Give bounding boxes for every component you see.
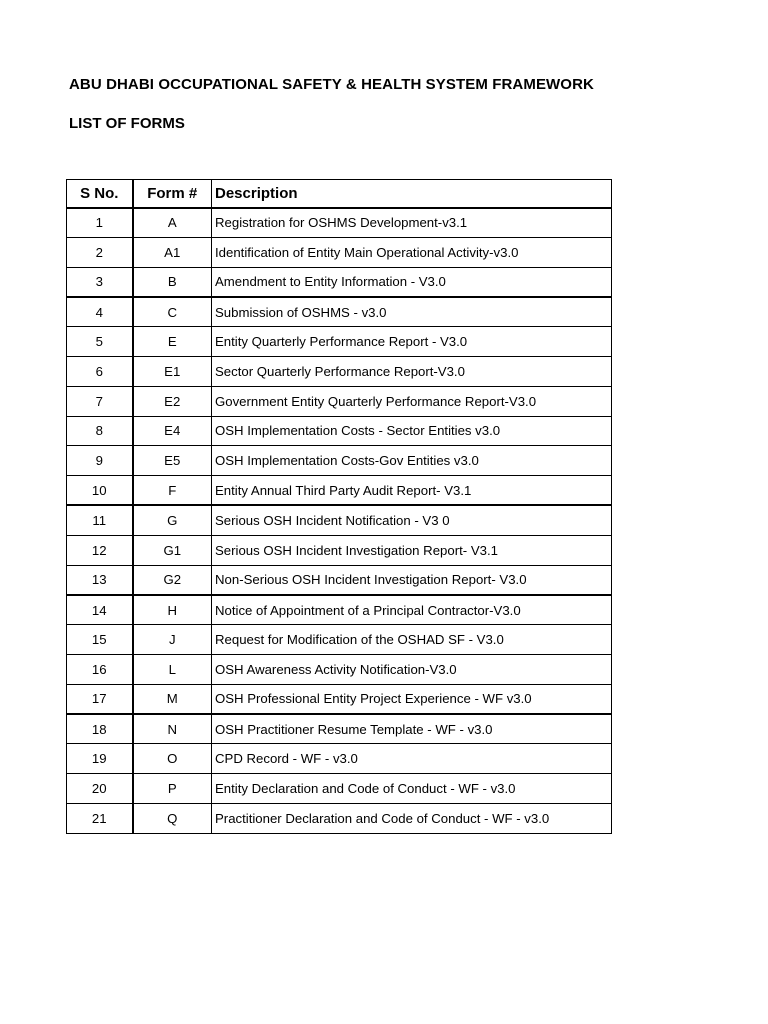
table-row (67, 446, 612, 476)
table-row (67, 416, 612, 446)
cell-description: Practitioner Declaration and Code of Conduct - WF - v3.0 (212, 803, 612, 833)
cell-description: OSH Awareness Activity Notification-V3.0 (212, 654, 612, 684)
cell-form-number: N (133, 714, 212, 744)
table-body (67, 208, 612, 834)
cell-description: Entity Quarterly Performance Report - V3.0 (212, 327, 612, 357)
table-row (67, 386, 612, 416)
cell-sno: 19 (67, 744, 133, 774)
cell-form-number: G (133, 505, 212, 535)
table-row (67, 267, 612, 297)
cell-description: Sector Quarterly Performance Report-V3.0 (212, 356, 612, 386)
table-row (67, 774, 612, 804)
table-row (67, 654, 612, 684)
cell-sno: 5 (67, 327, 133, 357)
cell-description: CPD Record - WF - v3.0 (212, 744, 612, 774)
cell-description: Entity Annual Third Party Audit Report- V3.1 (212, 476, 612, 506)
cell-form-number: E2 (133, 386, 212, 416)
table-row (67, 297, 612, 327)
table-header-row (67, 180, 612, 208)
cell-description: OSH Practitioner Resume Template - WF - v3.0 (212, 714, 612, 744)
cell-sno: 16 (67, 654, 133, 684)
document-title: ABU DHABI OCCUPATIONAL SAFETY & HEALTH SYSTEM FRAMEWORK (69, 76, 594, 93)
cell-sno: 14 (67, 595, 133, 625)
cell-description: Amendment to Entity Information - V3.0 (212, 267, 612, 297)
cell-sno: 6 (67, 356, 133, 386)
cell-form-number: A1 (133, 237, 212, 267)
cell-sno: 17 (67, 684, 133, 714)
cell-form-number: B (133, 267, 212, 297)
table-row (67, 714, 612, 744)
table-row (67, 595, 612, 625)
cell-sno: 18 (67, 714, 133, 744)
cell-form-number: L (133, 654, 212, 684)
cell-description: Non-Serious OSH Incident Investigation Report- V3.0 (212, 565, 612, 595)
header-sno: S No. (67, 180, 133, 208)
cell-description: Submission of OSHMS - v3.0 (212, 297, 612, 327)
cell-description: OSH Implementation Costs - Sector Entities v3.0 (212, 416, 612, 446)
table-row (67, 684, 612, 714)
cell-description: Request for Modification of the OSHAD SF - V3.0 (212, 625, 612, 655)
cell-form-number: H (133, 595, 212, 625)
cell-sno: 9 (67, 446, 133, 476)
cell-sno: 1 (67, 208, 133, 238)
cell-form-number: F (133, 476, 212, 506)
table-row (67, 565, 612, 595)
cell-description: OSH Professional Entity Project Experience - WF v3.0 (212, 684, 612, 714)
cell-description: Serious OSH Incident Notification - V3 0 (212, 505, 612, 535)
cell-form-number: E1 (133, 356, 212, 386)
cell-form-number: G2 (133, 565, 212, 595)
table-row (67, 237, 612, 267)
cell-form-number: M (133, 684, 212, 714)
cell-form-number: P (133, 774, 212, 804)
table-row (67, 476, 612, 506)
cell-sno: 15 (67, 625, 133, 655)
cell-description: Notice of Appointment of a Principal Contractor-V3.0 (212, 595, 612, 625)
cell-form-number: J (133, 625, 212, 655)
cell-form-number: G1 (133, 535, 212, 565)
table-row (67, 744, 612, 774)
document-subtitle: LIST OF FORMS (69, 115, 185, 132)
cell-form-number: A (133, 208, 212, 238)
table-row (67, 356, 612, 386)
cell-sno: 10 (67, 476, 133, 506)
cell-form-number: E4 (133, 416, 212, 446)
cell-sno: 20 (67, 774, 133, 804)
cell-sno: 12 (67, 535, 133, 565)
table-row (67, 625, 612, 655)
cell-description: Identification of Entity Main Operational Activity-v3.0 (212, 237, 612, 267)
header-form: Form # (133, 180, 212, 208)
cell-sno: 4 (67, 297, 133, 327)
cell-sno: 8 (67, 416, 133, 446)
cell-description: Registration for OSHMS Development-v3.1 (212, 208, 612, 238)
cell-form-number: E5 (133, 446, 212, 476)
table-row (67, 505, 612, 535)
cell-description: OSH Implementation Costs-Gov Entities v3.0 (212, 446, 612, 476)
cell-description: Serious OSH Incident Investigation Report- V3.1 (212, 535, 612, 565)
cell-sno: 2 (67, 237, 133, 267)
forms-table (66, 179, 612, 834)
cell-sno: 13 (67, 565, 133, 595)
cell-description: Government Entity Quarterly Performance Report-V3.0 (212, 386, 612, 416)
table-row (67, 535, 612, 565)
cell-form-number: O (133, 744, 212, 774)
cell-form-number: E (133, 327, 212, 357)
table-row (67, 327, 612, 357)
table-row (67, 208, 612, 238)
cell-form-number: C (133, 297, 212, 327)
table-row (67, 803, 612, 833)
cell-sno: 7 (67, 386, 133, 416)
cell-form-number: Q (133, 803, 212, 833)
cell-description: Entity Declaration and Code of Conduct - WF - v3.0 (212, 774, 612, 804)
cell-sno: 3 (67, 267, 133, 297)
cell-sno: 11 (67, 505, 133, 535)
header-description: Description (212, 180, 612, 208)
cell-sno: 21 (67, 803, 133, 833)
